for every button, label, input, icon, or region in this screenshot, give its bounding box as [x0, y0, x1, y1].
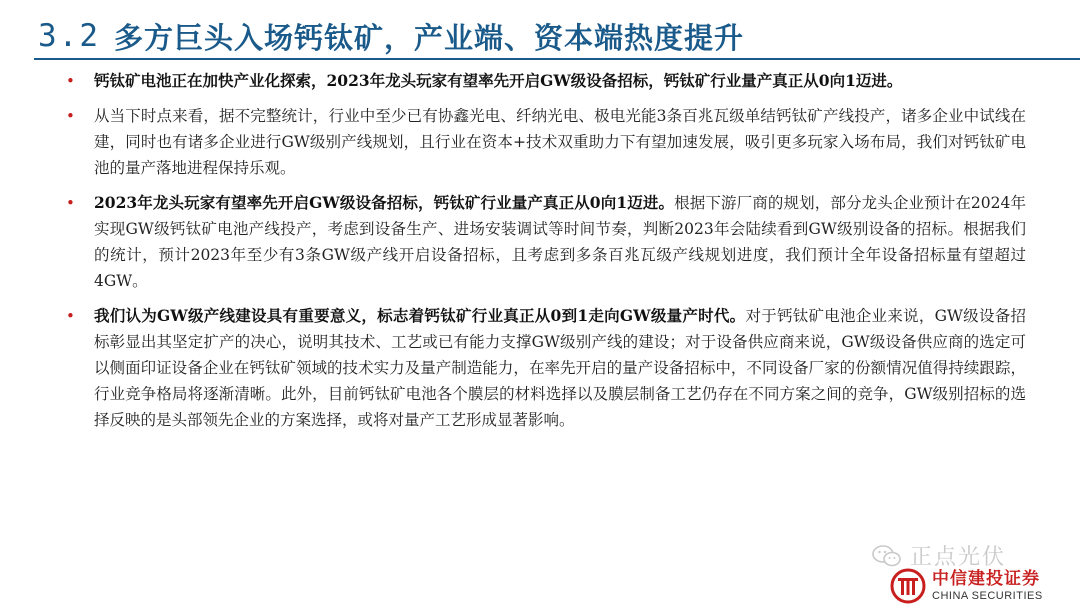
bullet-item	[66, 68, 1026, 94]
bullet-marker-icon: •	[66, 194, 75, 212]
bullet-bold-text: 我们认为GW级产线建设具有重要意义，标志着钙钛矿行业真正从0到1走向GW级量产时代。	[94, 306, 746, 325]
title-divider	[34, 58, 1080, 60]
title-bar	[38, 10, 744, 62]
bullet-text: 根据下游厂商的规划，部分龙头企业预计在2024年实现GW级钙钛矿电池产线投产，考虑到设备生产、进场安装调试等时间节奏，判断2023年会陆续看到GW级别设备的招标。根据我们的统计，预计2023年至少有3条GW级产线开启设备招标，且考虑到多条百兆瓦级产线规划进度，我们预计全年设备招标量有望超过4GW。	[94, 194, 1027, 290]
watermark	[872, 540, 1006, 571]
wechat-icon	[872, 544, 902, 568]
bullet-item	[66, 103, 1026, 181]
logo-name-cn: 中信建投证券	[932, 568, 1040, 589]
bullet-text: 对于钙钛矿电池企业来说，GW级设备招标彰显出其坚定扩产的决心，说明其技术、工艺或已有能力支撑GW级别产线的建设；对于设备供应商来说，GW级设备供应商的选定可以侧面印证设备企业在钙钛矿领域的技术实力及量产制造能力，在率先开启的量产设备招标中，不同设备厂家的份额情况值得持续跟踪，行业竞争格局将逐渐清晰。此外，目前钙钛矿电池各个膜层的材料选择以及膜层制备工艺仍存在不同方案之间的竞争，GW级别招标的选择反映的是头部领先企业的方案选择，或将对量产工艺形成显著影响。	[94, 307, 1026, 429]
section-number: 3.2	[38, 18, 100, 54]
bullet-item	[66, 190, 1026, 294]
bullet-marker-icon: •	[66, 107, 75, 125]
citic-logo-icon	[890, 568, 926, 604]
page-title: 多方巨头入场钙钛矿，产业端、资本端热度提升	[114, 20, 745, 55]
bullet-marker-icon: •	[66, 307, 75, 325]
bullet-item	[66, 303, 1026, 433]
logo-wordmark	[932, 568, 1043, 602]
bullet-bold-text: 钙钛矿电池正在加快产业化探索，2023年龙头玩家有望率先开启GW级设备招标，钙钛矿行业量产真正从0向1迈进。	[94, 71, 903, 90]
bullet-list	[66, 68, 1026, 442]
watermark-text: 正点光伏	[910, 545, 1007, 570]
bullet-bold-text: 2023年龙头玩家有望率先开启GW级设备招标，钙钛矿行业量产真正从0向1迈进。	[94, 193, 675, 212]
bullet-text: 从当下时点来看，据不完整统计，行业中至少已有协鑫光电、纤纳光电、极电光能3条百兆瓦级单结钙钛矿产线投产，诸多企业中试线在建，同时也有诸多企业进行GW级别产线规划，且行业在资本+技术双重助力下有望加速发展，吸引更多玩家入场布局，我们对钙钛矿电池的量产落地进程保持乐观。	[94, 107, 1026, 177]
company-logo	[890, 568, 1043, 604]
logo-name-en: CHINA SECURITIES	[932, 589, 1043, 602]
bullet-marker-icon: •	[66, 72, 75, 90]
